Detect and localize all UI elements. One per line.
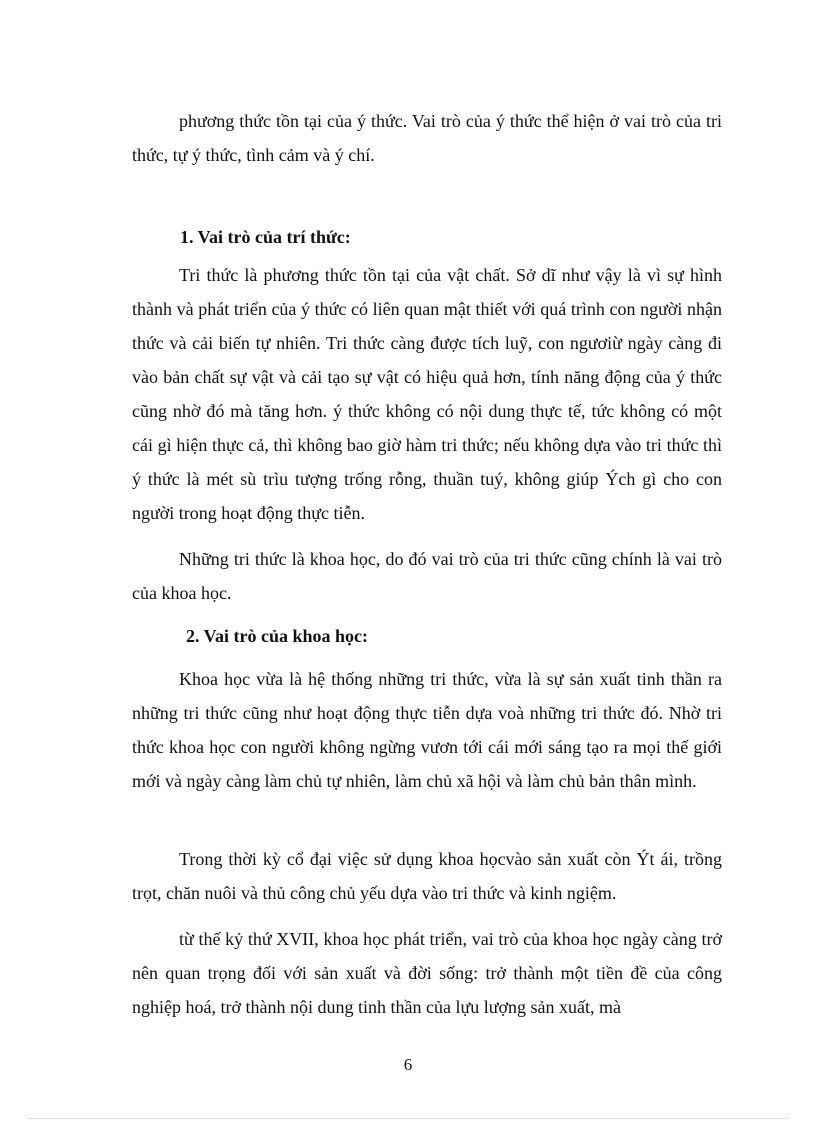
page-bottom-border <box>28 1118 788 1119</box>
paragraph-the-ky-xvii: từ thế kỷ thứ XVII, khoa học phát triển, vai trò của khoa học ngày càng trở nên quan trọng đối với sản xuất và đời sống: trở thành một tiền đề của công nghiệp hoá, trở thành nội dung tinh thần của lựu lượng sản xuất, mà <box>132 929 722 1017</box>
paragraph-co-dai: Trong thời kỳ cổ đại việc sử dụng khoa họcvào sản xuất còn Ýt ái, trồng trọt, chăn nuôi và thủ công chủ yếu dựa vào tri thức và kinh ngiệm. <box>132 849 722 903</box>
paragraph-continuation: phương thức tồn tại của ý thức. Vai trò của ý thức thể hiện ở vai trò của tri thức, tự ý thức, tình cảm và ý chí. <box>132 111 722 165</box>
section-heading-1: 1. Vai trò của trí thức: <box>180 227 351 247</box>
paragraph-khoa-hoc: Khoa học vừa là hệ thống những tri thức, vừa là sự sản xuất tinh thần ra những tri thức cũng như hoạt động thực tiễn dựa voà những tri thức đó. Nhờ tri thức khoa học con người không ngừng vươn tới cái mới sáng tạo ra mọi thế giới mới và ngày càng làm chủ tự nhiên, làm chủ xã hội và làm chủ bản thân mình. <box>132 669 722 791</box>
section-heading-2: 2. Vai trò của khoa học: <box>186 626 369 646</box>
paragraph-khoa-hoc-intro: Những tri thức là khoa học, do đó vai trò của tri thức cũng chính là vai trò của khoa học. <box>132 549 722 603</box>
page-number: 6 <box>403 1055 413 1074</box>
paragraph-tri-thuc: Tri thức là phương thức tồn tại của vật chất. Sở dĩ như vậy là vì sự hình thành và phát triển của ý thức có liên quan mật thiết với quá trình con người nhận thức và cải biến tự nhiên. Tri thức càng được tích luỹ, con ngươiừ ngày càng đi vào bản chất sự vật và cải tạo sự vật có hiệu quả hơn, tính năng động của ý thức cũng nhờ đó mà tăng hơn. ý thức không có nội dung thực tế, tức không có một cái gì hiện thực cả, thì không bao giờ hàm tri thức; nếu không dựa vào tri thức thì ý thức là mét sù trìu tượng trống rỗng, thuần tuý, không giúp Ých gì cho con người trong hoạt động thực tiễn. <box>132 265 722 523</box>
